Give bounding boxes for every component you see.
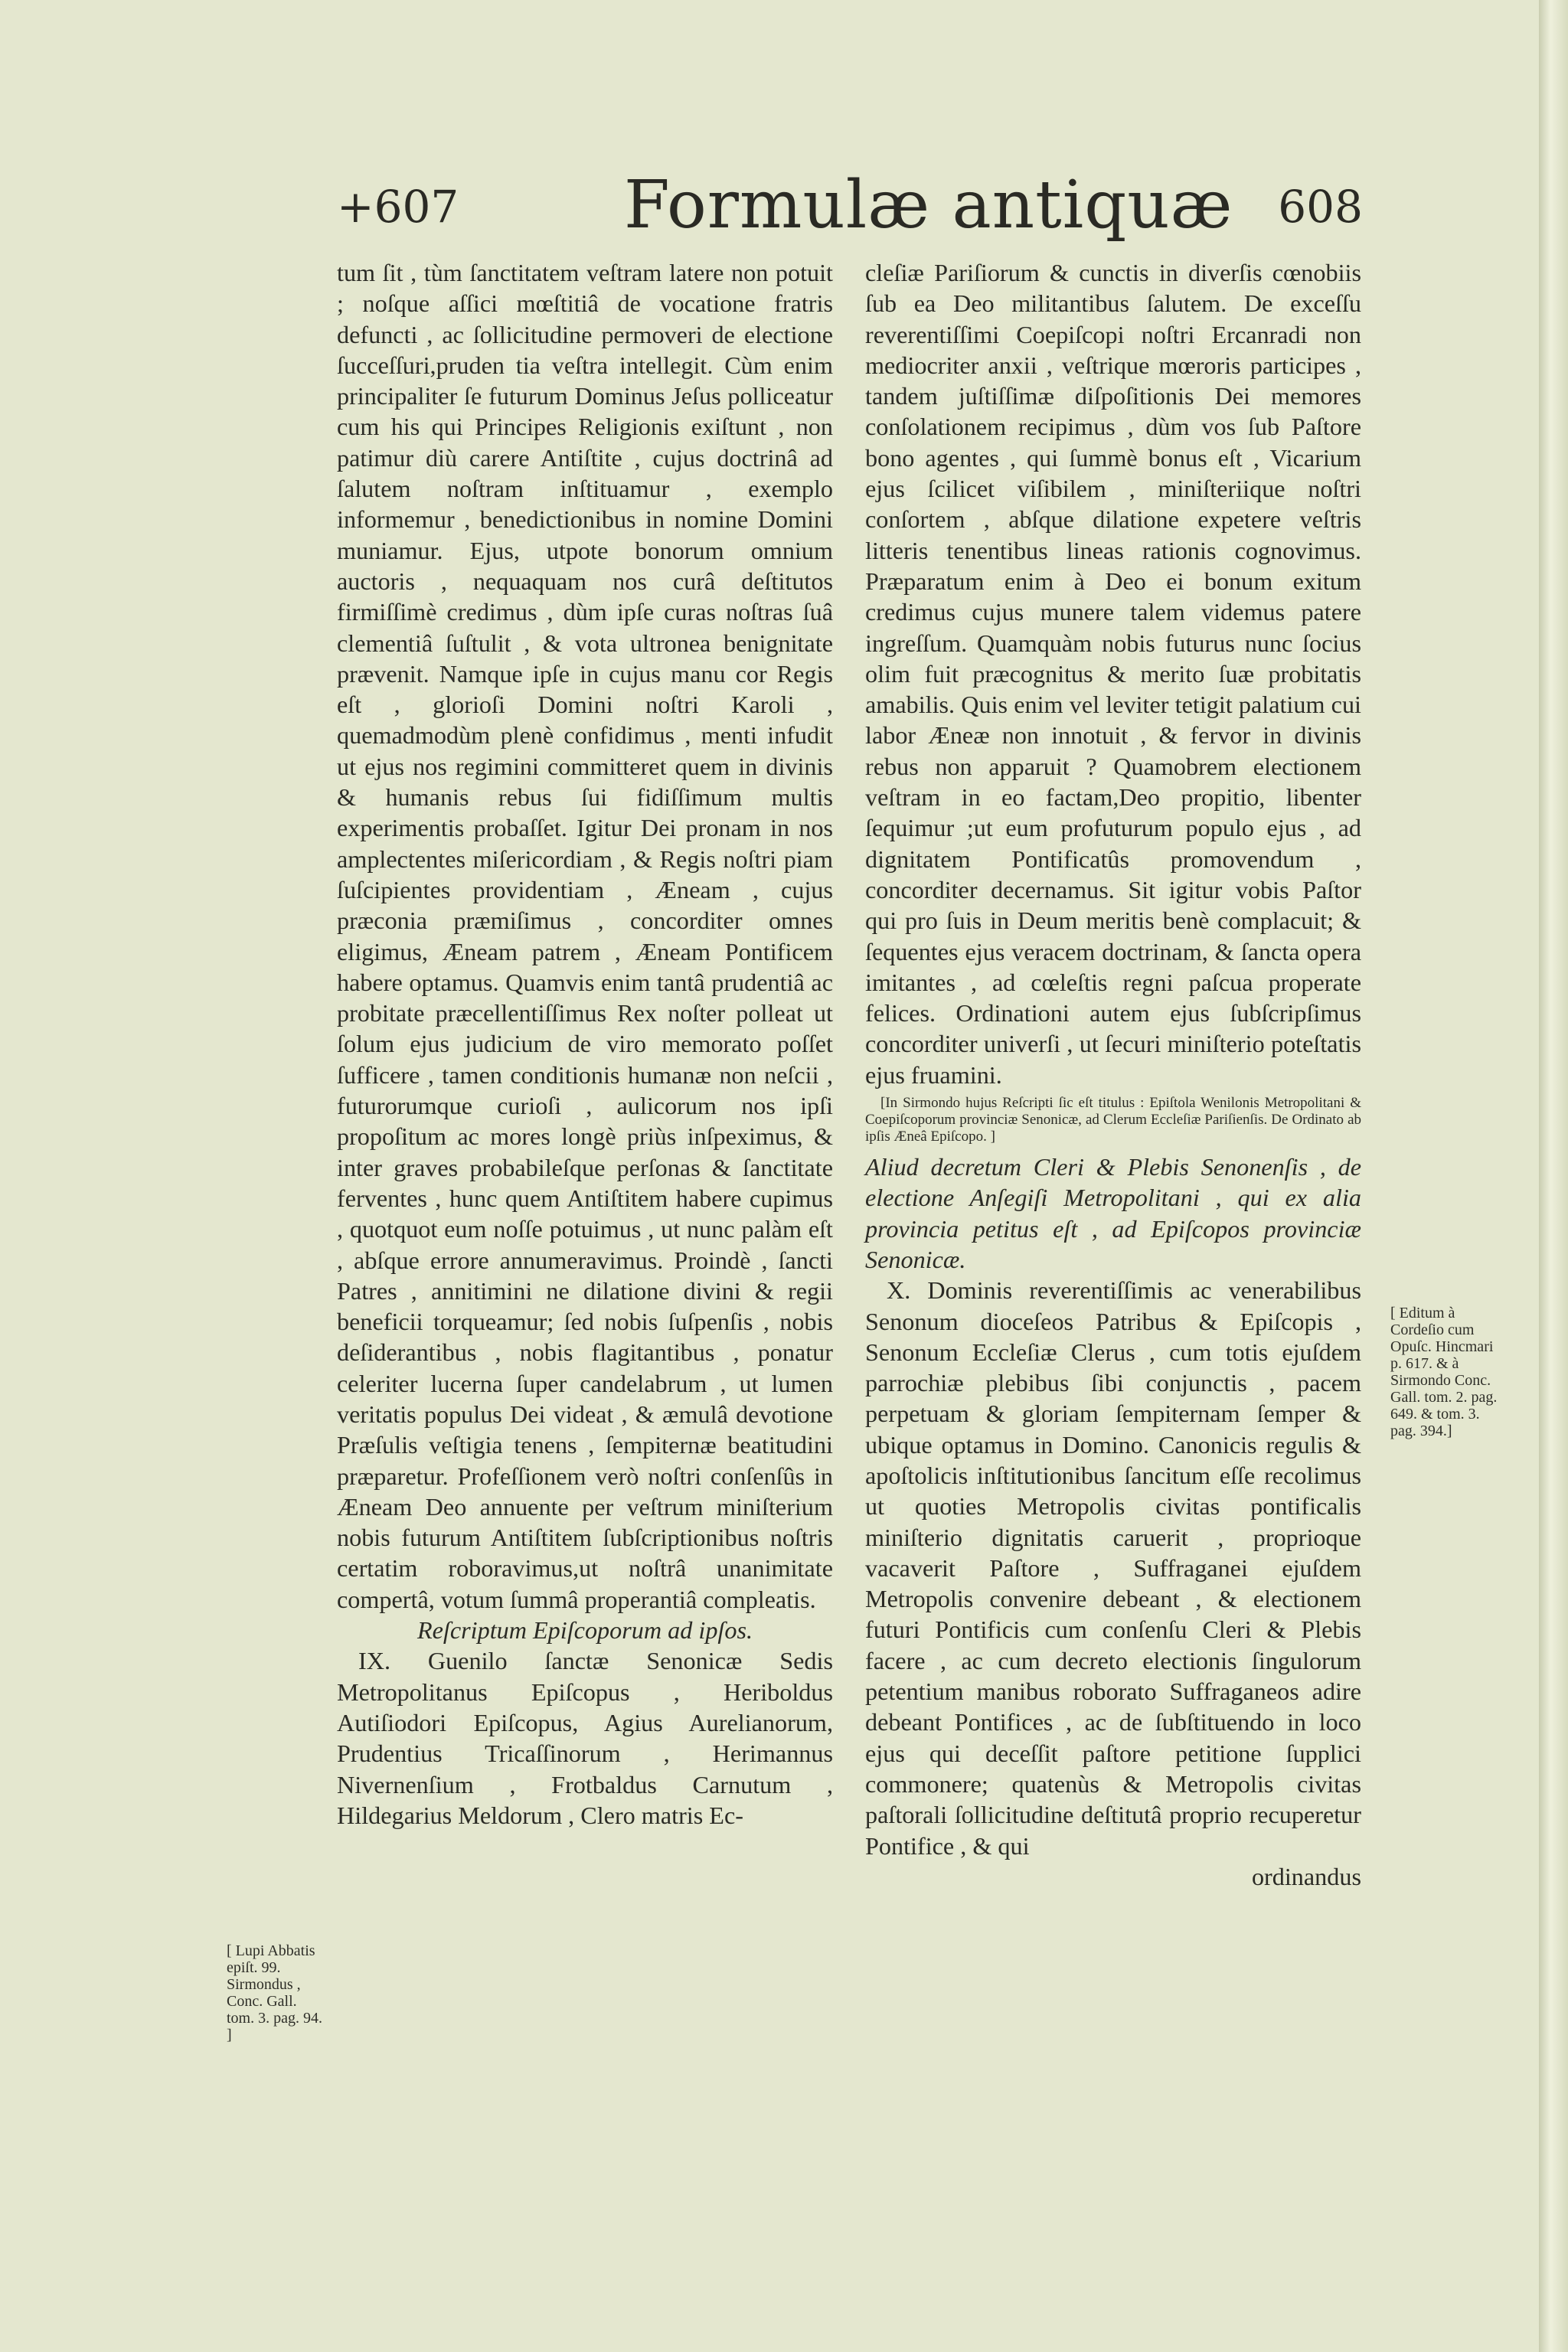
right-paragraph-2: X. Dominis reverentiſſimis ac venerabilibus Senonum dioceſeos Patribus & Epiſcopis , Senonum Eccleſiæ Clerus , cum totis ejuſdem parrochiæ plebibus ſibi conjunctis , pacem perpetuam & gloriam ſempiternam ſemper & ubique optamus in Domino. Canonicis regulis & apoſtolicis inſtitutionibus ſancitum eſſe recolimus ut quoties Metropolis civitas pontificalis miniſterio dignitatis caruerit , proprioque vacaverit Paſtore , Suffraganei ejuſdem Metropolis convenire debeant , & electionem futuri Pontificis cum conſenſu Cleri & Plebis facere , ac cum decreto electionis ſingulorum petentium manibus roborato Suffraganeos adire debeant Pontifices , ac de ſubſtituendo in loco ejus qui deceſſit paſtore petitione ſupplici commonere; quatenùs & Metropolis civitas paſtorali ſollicitudine deſtitutâ proprio recuperetur Pontifice , & qui xyxy=(865,1276,1361,1860)
left-page-number: +607 xyxy=(337,181,459,233)
catchword: ordinandus xyxy=(1251,1862,1361,1890)
right-margin-note: [ Editum à Cordeſio cum Opuſc. Hincmari p. 617. & à Sirmondo Conc. Gall. tom. 2. pag. 649. & tom. 3. pag. 394.] xyxy=(1390,1305,1498,1439)
left-paragraph-1: tum ſit , tùm ſanctitatem veſtram latere non potuit ; noſque aſſici mœſtitiâ de vocatione fratris defuncti , ac ſollicitudine permoveri de electione ſucceſſuri,pruden tia veſtra intellegit. Cùm enim principaliter ſe futurum Dominus Jeſus polliceatur cum his qui Principes Religionis exiſtunt , non patimur diù carere Antiſtite , cujus doctrinâ ad ſalutem noſtram inſtituamur , exemplo informemur , benedictionibus in nomine Domini muniamur. Ejus, utpote bonorum omnium auctoris , nequaquam nos curâ deſtitutos firmiſſimè credimus , dùm ipſe curas noſtras ſuâ clementiâ ſuſtulit , & vota ultronea benignitate prævenit. Namque ipſe in cujus manu cor Regis eſt , glorioſi Domini noſtri Karoli , quemadmodùm plenè confidimus , menti infudit ut ejus nos regimini committeret quem in divinis & humanis rebus ſui fidiſſimum multis experimentis probaſſet. Igitur Dei pronam in nos amplectentes miſericordiam , & Regis noſtri piam ſuſcipientes providentiam , Æneam , cujus præconia præmiſimus , concorditer omnes eligimus, Æneam patrem , Æneam Pontificem habere optamus. Quamvis enim tantâ prudentiâ ac probitate præcellentiſſimus Rex noſter polleat ut ſolum ejus judicium de viro memorato poſſet ſufficere , tamen conditionis humanæ non neſcii , futurorumque curioſi , aulicorum nos ipſi propoſitum ac mores longè priùs inſpeximus, & inter graves probabileſque perſonas & ſanctitate ferventes , hunc quem Antiſtitem habere cupimus , quotquot eum noſſe potuimus , ut nunc palàm eſt , abſque errore annumeravimus. Proindè , ſancti Patres , annitimini ne dilatione divini & regii beneficii torqueamur; ſed nobis ſuſpenſis , nobis deſiderantibus , nobis flagitantibus , ponatur celeriter lucerna ſuper candelabrum , ut lumen veritatis populus Dei videat , & æmulâ devotione Præſulis veſtigia tenens , ſempiternæ beatitudini præparetur. Profeſſionem verò noſtri conſenſûs in Æneam Deo annuente per veſtrum miniſterium nobis futurum Antiſtitem ſubſcriptionibus noſtris certatim roboravimus,ut noſtrâ unanimitate compertâ, votum ſummâ properantiâ compleatis. xyxy=(337,259,833,1613)
rescript-subheading: Reſcriptum Epiſcoporum ad ipſos. xyxy=(416,1616,753,1645)
right-column xyxy=(865,257,1361,1892)
right-page-number: 608 xyxy=(1278,181,1363,233)
next-page-edge xyxy=(1539,0,1568,2352)
left-paragraph-2: IX. Guenilo ſanctæ Senonicæ Sedis Metropolitanus Epiſcopus , Heriboldus Autiſiodori Epiſcopus, Agius Aurelianorum, Prudentius Tricaſſinorum , Herimannus Nivernenſium , Frotbaldus Carnutum , Hildegarius Meldorum , Clero matris Ec- xyxy=(337,1647,833,1829)
sirmond-note: [In Sirmondo hujus Reſcripti ſic eſt titulus : Epiſtola Wenilonis Metropolitani & Coepiſcoporum provinciæ Senonicæ, ad Clerum Eccleſiæ Pariſienſis. De Ordinato ab ipſis Æneâ Epiſcopo. ] xyxy=(865,1095,1361,1145)
left-column xyxy=(337,257,833,1831)
left-margin-note: [ Lupi Abbatis epiſt. 99. Sirmondus , Conc. Gall. tom. 3. pag. 94. ] xyxy=(227,1942,322,2043)
right-paragraph-1: cleſiæ Pariſiorum & cunctis in diverſis cœnobiis ſub ea Deo militantibus ſalutem. De exceſſu reverentiſſimi Coepiſcopi noſtri Ercanradi non mediocriter anxii , veſtrique mœroris participes , tandem juſtiſſimæ diſpoſitionis Dei memores conſolationem recipimus , dùm vos ſub Paſtore bono agentes , qui ſummè bonus eſt , Vicarium ejus ſcilicet viſibilem , miniſteriique noſtri conſortem , abſque dilatione expetere veſtris litteris tenentibus lineas rationis cognovimus. Præparatum enim à Deo ei bonum exitum credimus cujus munere talem videmus patere ingreſſum. Quamquàm nobis futurus nunc ſocius olim fuit præcognitus & merito ſuæ probitatis amabilis. Quis enim vel leviter tetigit palatium cui labor Æneæ non innotuit , & fervor in divinis rebus non apparuit ? Quamobrem electionem veſtram in eo factam,Deo propitio, libenter ſequimur ;ut eum profuturum populo ejus , ad dignitatem Pontificatûs promovendum , concorditer decernamus. Sit igitur vobis Paſtor qui pro ſuis in Deum meritis benè complacuit; & ſequentes ejus veracem doctrinam, & ſancta opera imitantes , ad cœleſtis regni paſcua properate felices. Ordinationi autem ejus ſubſcripſimus concorditer univerſi , ut ſecuri miniſterio poteſtatis ejus fruamini. xyxy=(865,259,1361,1089)
running-title: Formulæ antiquæ xyxy=(624,167,1233,243)
page-header xyxy=(337,167,1363,243)
decree-heading: Aliud decretum Cleri & Plebis Senonenſis , de electione Anſegiſi Metropolitani , qui ex alia provincia petitus eſt , ad Epiſcopos provinciæ Senonicæ. xyxy=(865,1153,1361,1273)
